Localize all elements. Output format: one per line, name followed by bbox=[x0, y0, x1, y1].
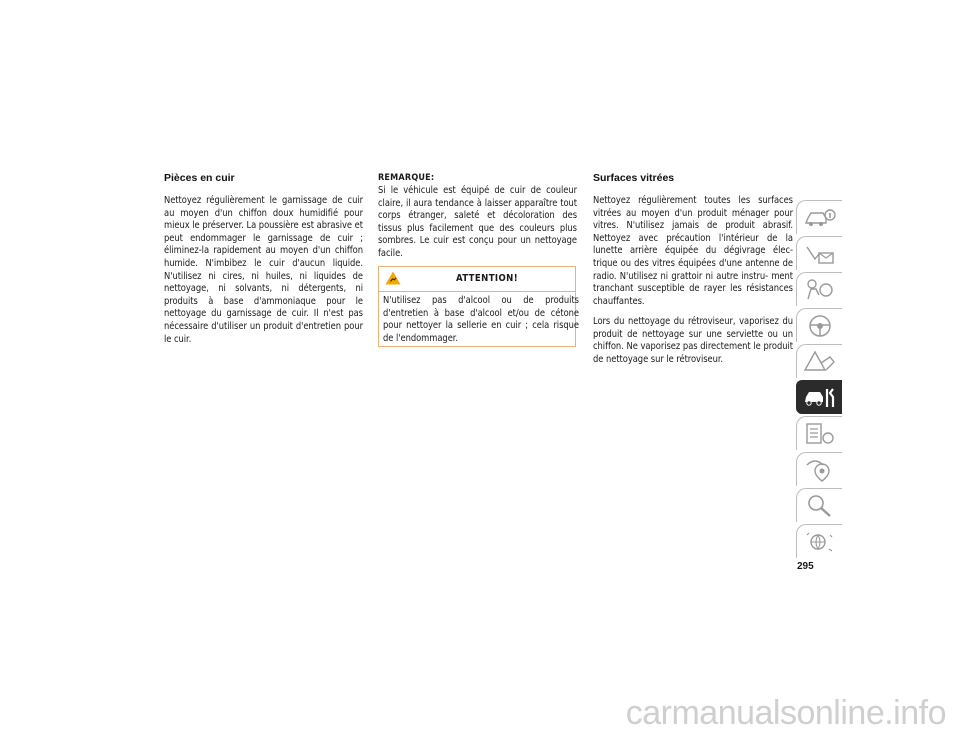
steering-wheel-icon bbox=[803, 313, 837, 339]
emergency-warning-icon bbox=[803, 349, 837, 375]
tab-dashboard[interactable] bbox=[796, 236, 842, 270]
language-icon bbox=[803, 529, 837, 555]
note-paragraph: Si le véhicule est équipé de cuir de couleur claire, il aura tendance à laisser apparaître tout corps étranger, saleté et décoloration des tissus plus facilement que des couleurs plus sombres. Le cuir est conçu pour un nettoyage facile. bbox=[378, 185, 577, 259]
watermark: carmanualsonline.info bbox=[625, 694, 946, 732]
vehicle-info-icon bbox=[803, 205, 837, 231]
tab-service-maintenance[interactable] bbox=[796, 380, 842, 414]
tab-safety[interactable] bbox=[796, 272, 842, 306]
dashboard-mail-icon bbox=[803, 241, 837, 267]
index-search-icon bbox=[803, 493, 837, 519]
glass-paragraph-1: Nettoyez régulièrement toutes les surfaces vitrées au moyen d'un produit ménager pour vitres. N'utilisez jamais de produit abrasif. Nettoyez avec précaution l'intérieur de la lunette arrière équipée du dégivrage élec- trique ou des vitres équipées d'une antenne de radio. N'utilisez ni grattoir ni autre instru- ment tranchant susceptible de rayer les résistances chauffantes. bbox=[593, 195, 793, 307]
service-maintenance-icon bbox=[803, 385, 837, 411]
warning-title: ATTENTION! bbox=[455, 273, 519, 284]
warning-box bbox=[378, 266, 579, 347]
warning-text: N'utilisez pas d'alcool ou de produits d'entretien à base d'alcool et/ou de cétone pour nettoyer la sellerie en cuir ; cela risque de l'endommager. bbox=[383, 295, 579, 344]
note-title: REMARQUE: bbox=[378, 173, 435, 183]
safety-airbag-icon bbox=[803, 277, 837, 303]
multimedia-location-icon bbox=[803, 457, 837, 483]
tab-vehicle-info[interactable] bbox=[796, 200, 842, 234]
specifications-list-icon bbox=[803, 421, 837, 447]
tab-language[interactable] bbox=[796, 524, 842, 558]
leather-paragraph: Nettoyez régulièrement le garnissage de cuir au moyen d'un chiffon doux humidifié pour mieux le préserver. La poussière est abrasive et peut endommager le garnissage de cuir ; éliminez-la rapidement au moyen d'un chiffon humide. N'imbibez le cuir d'aucun liquide. N'utilisez ni cires, ni huiles, ni liquides de nettoyage, ni solvants, ni détergents, ni produits à base d'ammoniaque pour le nettoyage du garnissage de cuir. Il n'est pas nécessaire d'utiliser un produit d'entretien pour le cuir. bbox=[164, 195, 363, 345]
page-number: 295 bbox=[797, 561, 814, 572]
tab-emergency[interactable] bbox=[796, 344, 842, 378]
section-heading-glass: Surfaces vitrées bbox=[593, 172, 675, 184]
tab-index[interactable] bbox=[796, 488, 842, 522]
section-heading-leather: Pièces en cuir bbox=[164, 172, 235, 184]
tab-specifications[interactable] bbox=[796, 416, 842, 450]
tab-driving[interactable] bbox=[796, 308, 842, 342]
glass-paragraph-2: Lors du nettoyage du rétroviseur, vaporisez du produit de nettoyage sur une serviette ou un chiffon. Ne vaporisez pas directement le produit de nettoyage sur le rétroviseur. bbox=[593, 316, 793, 365]
tab-multimedia[interactable] bbox=[796, 452, 842, 486]
warning-header bbox=[379, 267, 575, 292]
